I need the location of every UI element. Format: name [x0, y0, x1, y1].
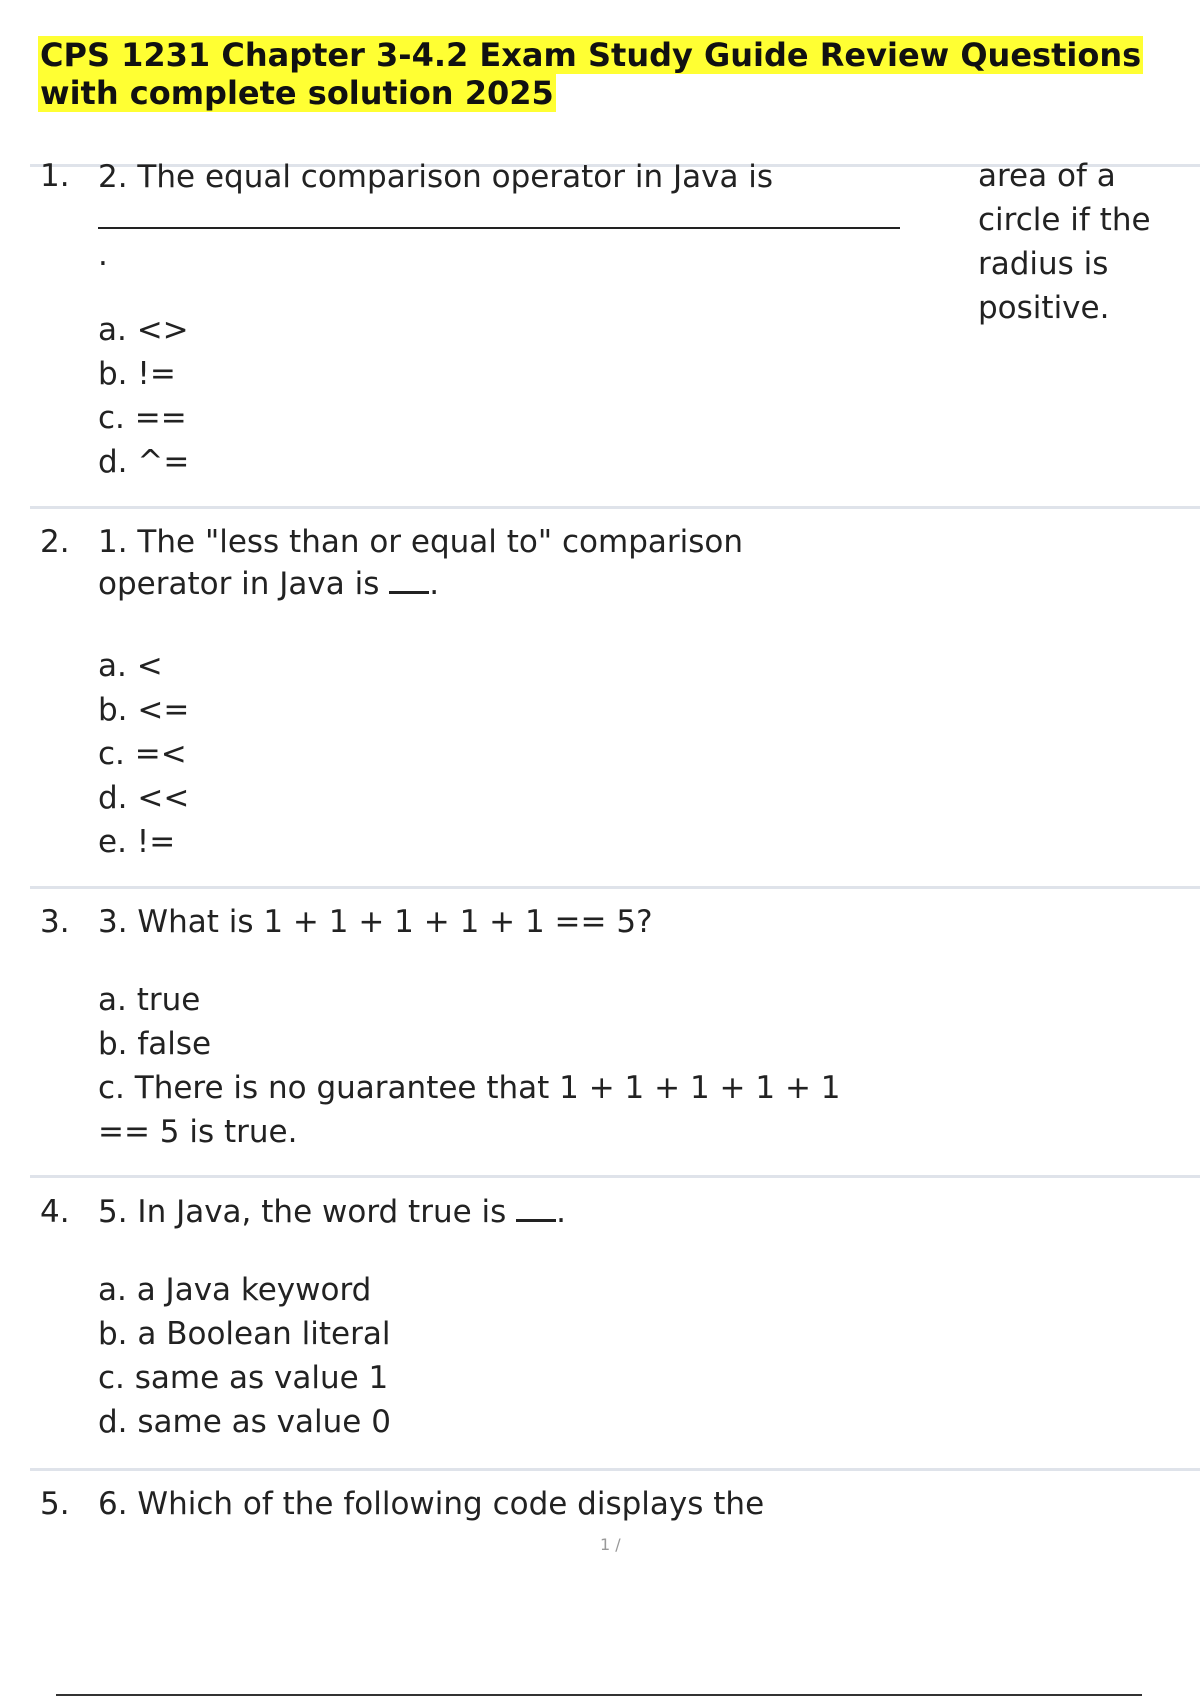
question-trailing-period: . [429, 566, 440, 602]
options-list [98, 1268, 898, 1444]
question-trailing-period: . [556, 1194, 567, 1230]
option-e: e. != [98, 824, 176, 860]
question-text: 3. What is 1 + 1 + 1 + 1 + 1 == 5? [98, 904, 653, 940]
option-b: b. false [98, 1026, 212, 1062]
options-list [98, 978, 898, 1154]
question-text: 2. The equal comparison operator in Java is [98, 159, 774, 195]
question-divider [30, 886, 1200, 889]
footer-rule [56, 1694, 1142, 1696]
question-trailing-period: . [98, 237, 108, 273]
answer-side-text: area of a circle if the radius is positive. [978, 158, 1151, 326]
answer-blank-line [98, 227, 900, 229]
question-divider [30, 506, 1200, 509]
title-line-1: CPS 1231 Chapter 3-4.2 Exam Study Guide Review Questions [40, 36, 1142, 74]
option-c: c. There is no guarantee that 1 + 1 + 1 + 1 + 1 == 5 is true. [98, 1070, 841, 1150]
question-text-line-1: 1. The "less than or equal to" comparison [98, 524, 744, 560]
question-number: 5. [40, 1486, 70, 1522]
question-number: 4. [40, 1194, 70, 1230]
option-d: d. << [98, 780, 190, 816]
option-a: a. true [98, 982, 201, 1018]
options-list [98, 644, 898, 864]
options-list [98, 308, 898, 484]
question-text: 6. Which of the following code displays the [98, 1486, 765, 1522]
title-line-2: with complete solution 2025 [40, 74, 554, 112]
page-number: 1 / [600, 1535, 621, 1554]
option-a: a. a Java keyword [98, 1272, 372, 1308]
question-number: 1. [40, 158, 70, 194]
question-text [98, 521, 878, 605]
question-text-line-2: operator in Java is [98, 566, 380, 602]
answer-blank [389, 563, 429, 594]
question-divider [30, 1468, 1200, 1471]
document-title [38, 36, 1158, 112]
option-d: d. same as value 0 [98, 1404, 391, 1440]
option-b: b. <= [98, 692, 190, 728]
question-number: 3. [40, 904, 70, 940]
option-b: b. a Boolean literal [98, 1316, 391, 1352]
answer-blank [516, 1191, 556, 1222]
option-c: c. =< [98, 736, 187, 772]
option-c: c. == [98, 400, 187, 436]
question-divider [30, 1175, 1200, 1178]
option-d: d. ^= [98, 444, 190, 480]
option-a: a. <> [98, 312, 189, 348]
question-text-main: 5. In Java, the word true is [98, 1194, 507, 1230]
question-number: 2. [40, 524, 70, 560]
option-b: b. != [98, 356, 176, 392]
option-a: a. < [98, 648, 163, 684]
option-c: c. same as value 1 [98, 1360, 389, 1396]
question-text [98, 1191, 878, 1233]
